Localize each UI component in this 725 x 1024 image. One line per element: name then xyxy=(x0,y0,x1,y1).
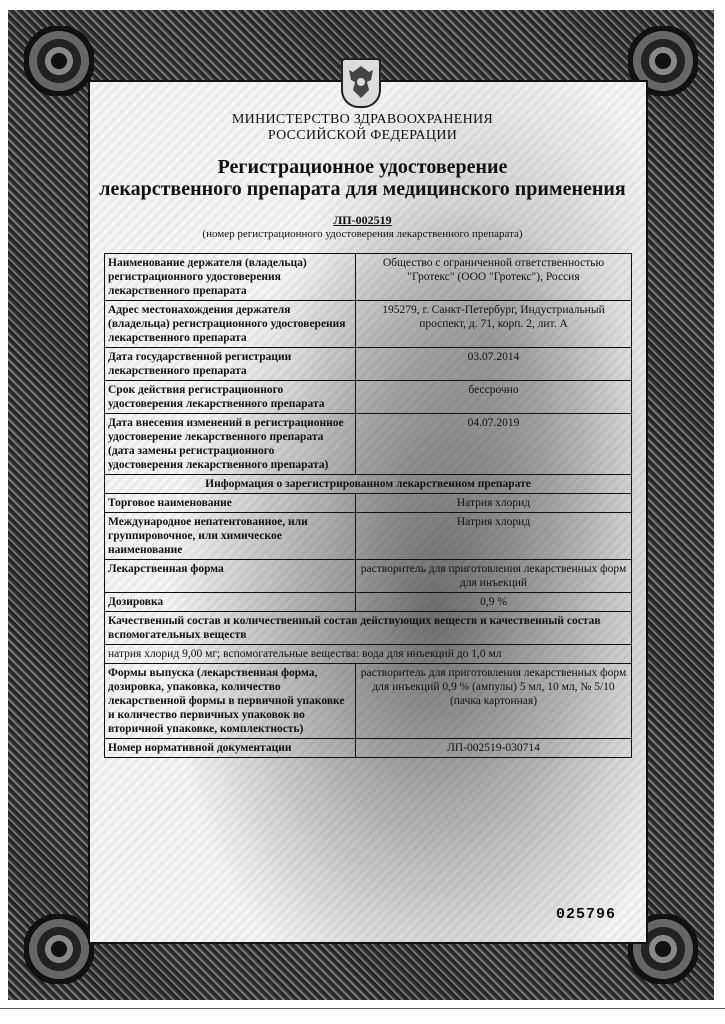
document-subtitle: лекарственного препарата для медицинского применения xyxy=(99,178,626,200)
field-label: Формы выпуска (лекарственная форма, дозировка, упаковка, количество лекарственной формы в первичной упаковке и количество первичных упаковок во вторичной упаковке, комплектность) xyxy=(105,664,356,739)
table-row xyxy=(105,612,632,645)
field-value: растворитель для приготовления лекарственных форм для инъекций xyxy=(356,560,632,593)
field-value: Общество с ограниченной ответственностью "Гротекс" (ООО "Гротекс"), Россия xyxy=(356,254,632,301)
corner-ornament xyxy=(24,26,94,96)
table-row xyxy=(105,381,632,414)
field-label: Номер нормативной документации xyxy=(105,739,356,758)
registration-table xyxy=(104,253,632,758)
field-label: Дата внесения изменений в регистрационное удостоверение лекарственного препарата (дата замены регистрационного удостоверения лекарственного препарата) xyxy=(105,414,356,475)
coat-of-arms-icon xyxy=(341,58,381,108)
field-value: 195279, г. Санкт-Петербург, Индустриальный проспект, д. 71, корп. 2, лит. А xyxy=(356,301,632,348)
table-row xyxy=(105,593,632,612)
table-row xyxy=(105,301,632,348)
composition-heading: Качественный состав и количественный состав действующих веществ и качественный состав вспомогательных веществ xyxy=(105,612,632,645)
corner-ornament xyxy=(24,914,94,984)
table-row xyxy=(105,645,632,664)
table-row xyxy=(105,739,632,758)
field-label: Дозировка xyxy=(105,593,356,612)
field-value: 03.07.2014 xyxy=(356,348,632,381)
field-label: Дата государственной регистрации лекарственного препарата xyxy=(105,348,356,381)
table-row xyxy=(105,560,632,593)
field-label: Торговое наименование xyxy=(105,494,356,513)
field-label: Наименование держателя (владельца) регистрационного удостоверения лекарственного препарата xyxy=(105,254,356,301)
table-row xyxy=(105,475,632,494)
serial-number: 025796 xyxy=(556,906,617,923)
field-label: Лекарственная форма xyxy=(105,560,356,593)
field-value: 04.07.2019 xyxy=(356,414,632,475)
ministry-country: РОССИЙСКОЙ ФЕДЕРАЦИИ xyxy=(267,128,458,143)
field-value: бессрочно xyxy=(356,381,632,414)
field-label: Адрес местонахождения держателя (владельца) регистрационного удостоверения лекарственного препарата xyxy=(105,301,356,348)
table-row xyxy=(105,254,632,301)
field-value: 0,9 % xyxy=(356,593,632,612)
registration-number: ЛП-002519 xyxy=(333,213,392,227)
field-value: ЛП-002519-030714 xyxy=(356,739,632,758)
ministry-name: МИНИСТЕРСТВО ЗДРАВООХРАНЕНИЯ xyxy=(231,112,494,127)
scan-edge-divider xyxy=(0,1008,725,1009)
field-value: Натрия хлорид xyxy=(356,494,632,513)
table-row xyxy=(105,494,632,513)
table-row xyxy=(105,513,632,560)
table-row xyxy=(105,664,632,739)
section-heading: Информация о зарегистрированном лекарственном препарате xyxy=(105,475,632,494)
document-title: Регистрационное удостоверение xyxy=(217,156,508,178)
composition-content: натрия хлорид 9,00 мг; вспомогательные вещества: вода для инъекций до 1,0 мл xyxy=(105,645,632,664)
table-row xyxy=(105,348,632,381)
field-value: растворитель для приготовления лекарственных форм для инъекций 0,9 % (ампулы) 5 мл, 10 мл, № 5/10 (пачка картонная) xyxy=(356,664,632,739)
field-label: Срок действия регистрационного удостоверения лекарственного препарата xyxy=(105,381,356,414)
field-value: Натрия хлорид xyxy=(356,513,632,560)
table-row xyxy=(105,414,632,475)
registration-number-note: (номер регистрационного удостоверения лекарственного препарата) xyxy=(202,228,523,240)
field-label: Международное непатентованное, или группировочное, или химическое наименование xyxy=(105,513,356,560)
